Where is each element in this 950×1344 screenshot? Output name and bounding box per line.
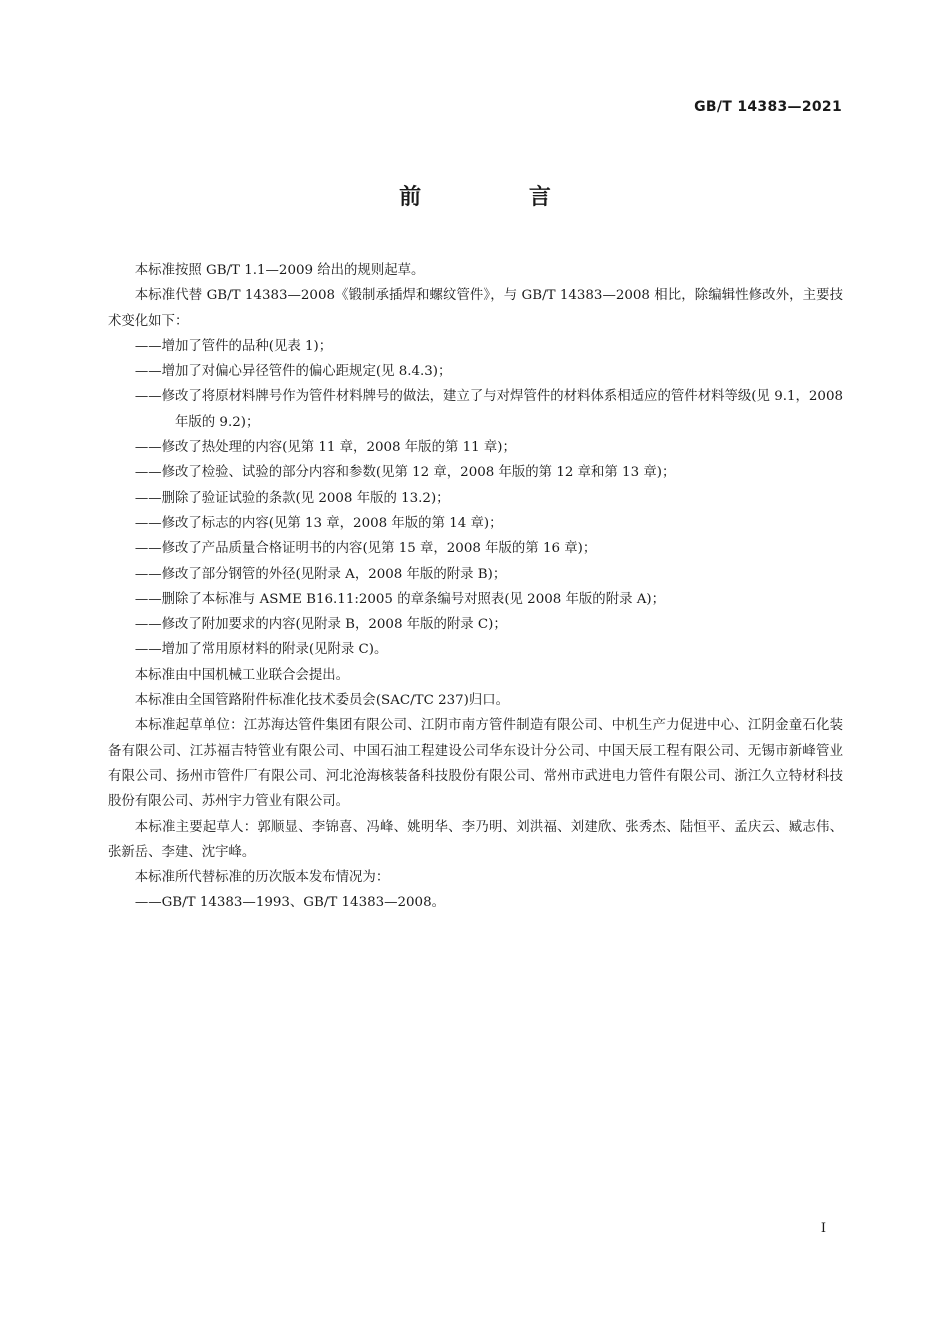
history-item: ——GB/T 14383—1993、GB/T 14383—2008。 (134, 895, 445, 911)
paragraph-drafting-units: 本标准起草单位：江苏海达管件集团有限公司、江阴市南方管件制造有限公司、中机生产力促进中心、江阴金童石化装备有限公司、江苏福吉特管业有限公司、中国石油工程建设公司华东设计分公司、中国天辰工程有限公司、无锡市新峰管业有限公司、扬州市管件厂有限公司、河北沧海核装备科技股份有限公司、常州市武进电力管件有限公司、浙江久立特材科技股份有限公司、苏州宇力管业有限公司。 (108, 718, 843, 810)
change-item: ——增加了对偏心异径管件的偏心距规定(见 8.4.3)； (134, 364, 452, 380)
change-item: ——修改了产品质量合格证明书的内容(见第 15 章，2008 年版的第 16 章)； (134, 541, 597, 557)
standard-number: GB/T 14383—2021 (694, 99, 842, 115)
change-item: ——修改了附加要求的内容(见附录 B，2008 年版的附录 C)； (134, 617, 507, 633)
change-item: ——删除了验证试验的条款(见 2008 年版的 13.2)； (134, 490, 450, 506)
paragraph-history-intro: 本标准所代替标准的历次版本发布情况为： (134, 870, 390, 886)
paragraph-drafters: 本标准主要起草人：郭顺显、李锦喜、冯峰、姚明华、李乃明、刘洪福、刘建欣、张秀杰、陆恒平、孟庆云、臧志伟、张新岳、李建、沈宇峰。 (108, 819, 843, 860)
change-item: ——增加了常用原材料的附录(见附录 C)。 (134, 642, 388, 658)
change-item: ——增加了管件的品种(见表 1)； (134, 338, 333, 354)
change-item: ——删除了本标准与 ASME B16.11:2005 的章条编号对照表(见 2008 年版的附录 A)； (134, 591, 666, 607)
paragraph-drafting-rules: 本标准按照 GB/T 1.1—2009 给出的规则起草。 (134, 263, 425, 278)
change-item: ——修改了部分钢管的外径(见附录 A，2008 年版的附录 B)； (134, 566, 507, 582)
paragraph-committee: 本标准由全国管路附件标准化技术委员会(SAC/TC 237)归口。 (134, 693, 510, 709)
paragraph-replacement: 本标准代替 GB/T 14383—2008《锻制承插焊和螺纹管件》，与 GB/T 14383—2008 相比，除编辑性修改外，主要技术变化如下： (108, 288, 843, 329)
page-title: 前 言 (399, 185, 601, 210)
paragraph-proposer: 本标准由中国机械工业联合会提出。 (134, 667, 350, 683)
change-item: ——修改了热处理的内容(见第 11 章，2008 年版的第 11 章)； (134, 440, 516, 456)
change-item: ——修改了将原材料牌号作为管件材料牌号的做法，建立了与对焊管件的材料体系相适应的管件材料等级(见 9.1，2008 年版的 9.2)； (134, 389, 843, 430)
page-number: I (820, 1221, 826, 1236)
document-body (108, 258, 843, 916)
change-item: ——修改了检验、试验的部分内容和参数(见第 12 章，2008 年版的第 12 章和第 13 章)； (134, 465, 676, 481)
change-item: ——修改了标志的内容(见第 13 章，2008 年版的第 14 章)； (134, 515, 503, 531)
